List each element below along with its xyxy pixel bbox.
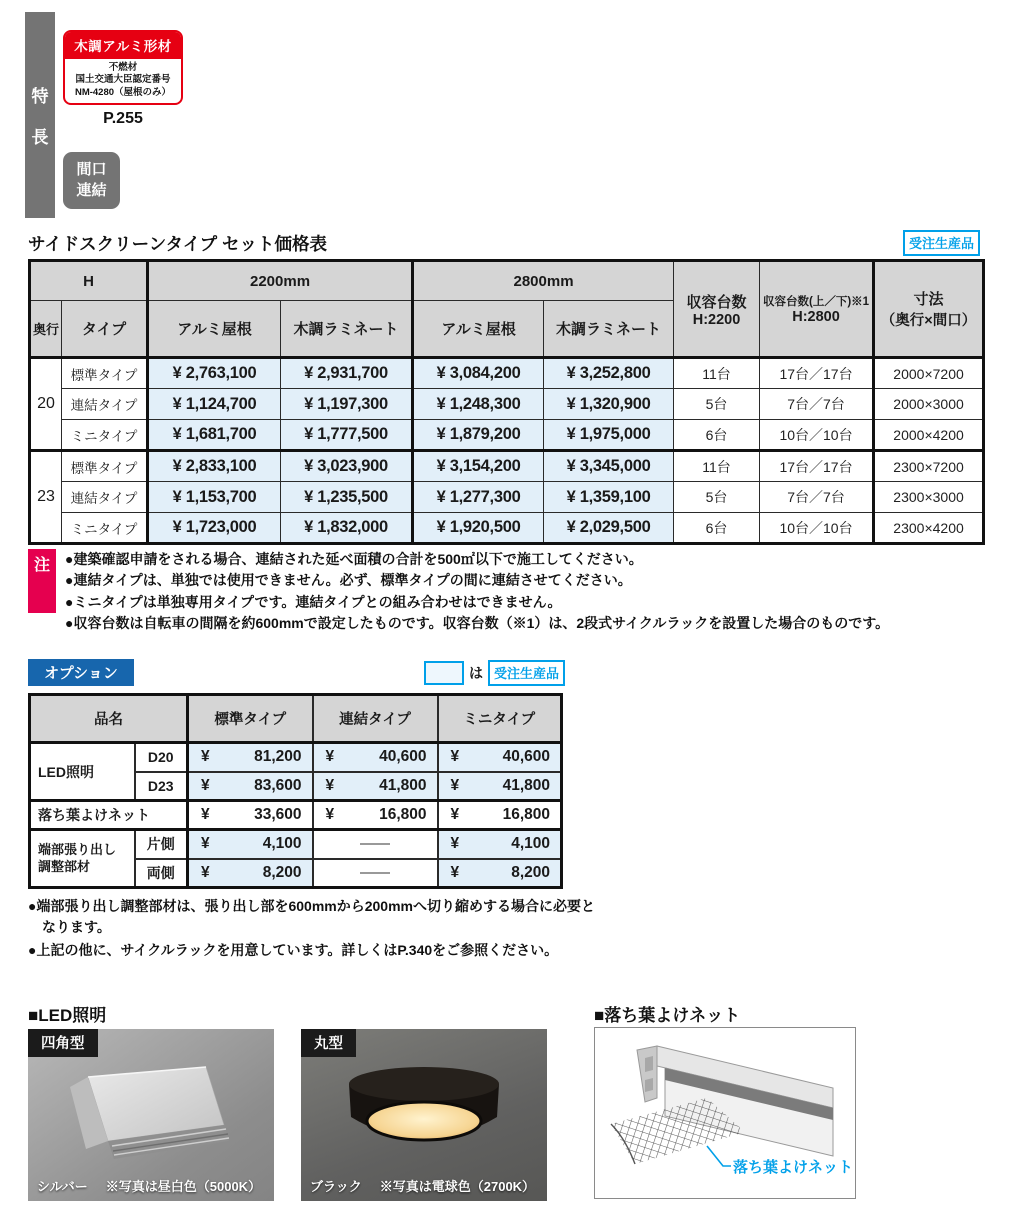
amount: 33,600 — [254, 806, 302, 823]
price-cell: ¥ 2,763,100 — [148, 358, 281, 389]
note-line: ●収容台数は自転車の間隔を約600mmで設定したものです。収容台数（※1）は、2段式サイクルラックを設置した場合のものです。 — [65, 614, 890, 631]
capacity-cell: 11台 — [674, 451, 760, 482]
header-depth: 奥行 — [30, 301, 62, 358]
capacity-cell: 17台／17台 — [760, 358, 874, 389]
capacity-cell: 10台／10台 — [760, 420, 874, 451]
note-line: ●端部張り出し調整部材は、張り出し部を600mmから200mmへ切り縮めする場合に必要となります。 — [28, 898, 595, 935]
price-cell: ¥ 1,723,000 — [148, 513, 281, 544]
led-photo-square — [28, 1029, 274, 1201]
price-cell: ¥ 3,023,900 — [281, 451, 413, 482]
capacity-cell: 5台 — [674, 482, 760, 513]
price-cell: ¥ 1,832,000 — [281, 513, 413, 544]
capacity-cell: 10台／10台 — [760, 513, 874, 544]
capacity-cell: 6台 — [674, 420, 760, 451]
options-price-table — [28, 693, 563, 889]
amount: 40,600 — [502, 748, 550, 766]
size-cell: 2000×7200 — [874, 358, 984, 389]
price-cell: ¥ 1,248,300 — [413, 389, 544, 420]
amount: 8,200 — [511, 863, 550, 881]
yen-sign: ¥ — [201, 776, 210, 794]
note-badge: 注 — [28, 549, 56, 613]
price-cell: ¥ 2,833,100 — [148, 451, 281, 482]
legend-order-badge: 受注生産品 — [488, 660, 565, 686]
option-price-cell — [438, 801, 562, 830]
net-svg — [595, 1028, 854, 1197]
yen-sign: ¥ — [201, 748, 210, 766]
dash: —— — [360, 835, 390, 853]
yen-sign: ¥ — [201, 806, 210, 823]
price-cell: ¥ 1,681,700 — [148, 420, 281, 451]
cap2200-line1: 収容台数 — [686, 293, 747, 311]
feature-char-1: 特 — [31, 87, 49, 106]
row-type: 標準タイプ — [62, 358, 148, 389]
option-price-cell — [188, 830, 313, 859]
capacity-cell: 11台 — [674, 358, 760, 389]
note-line: ●建築確認申請をされる場合、連結された延べ面積の合計を500㎡以下で施工してください。 — [65, 551, 643, 567]
yen-sign: ¥ — [450, 776, 460, 794]
depth-20: 20 — [30, 358, 62, 451]
feature-char-2: 長 — [31, 128, 49, 147]
price-table-title: サイドスクリーンタイプ セット価格表 — [28, 234, 328, 254]
price-cell: ¥ 1,879,200 — [413, 420, 544, 451]
row-type: ミニタイプ — [62, 513, 148, 544]
depth-23: 23 — [30, 451, 62, 544]
tanbu-line2: 調整部材 — [38, 858, 91, 874]
option-sub-d23: D23 — [135, 772, 188, 801]
option-price-cell — [438, 772, 562, 801]
option-price-cell — [188, 801, 313, 830]
badge-line-fireproof: 不燃材 — [108, 62, 138, 73]
row-type: 連結タイプ — [62, 482, 148, 513]
wood-alumi-badge — [63, 30, 183, 105]
price-cell: ¥ 1,124,700 — [148, 389, 281, 420]
yen-sign: ¥ — [450, 806, 460, 823]
net-label-text: 落ち葉よけネット — [733, 1159, 854, 1176]
feature-sidebar — [25, 12, 55, 218]
leaf-net-illustration — [594, 1027, 856, 1199]
yen-sign: ¥ — [325, 776, 335, 794]
badge-line-number: NM-4280（屋根のみ） — [74, 86, 172, 98]
amount: 16,800 — [502, 806, 550, 823]
capacity-cell: 6台 — [674, 513, 760, 544]
note-line: ●上記の他に、サイクルラックを用意しています。詳しくはP.340をご参照ください。 — [28, 942, 559, 958]
option-sub-d20: D20 — [135, 743, 188, 772]
maguchi-renketsu-badge — [63, 152, 120, 209]
option-price-cell — [438, 830, 562, 859]
price-cell: ¥ 3,154,200 — [413, 451, 544, 482]
price-cell: ¥ 3,252,800 — [544, 358, 674, 389]
option-led-group: LED照明 — [30, 743, 135, 801]
capacity-cell: 17台／17台 — [760, 451, 874, 482]
header-capacity-2200 — [674, 261, 760, 358]
price-cell: ¥ 3,345,000 — [544, 451, 674, 482]
net-section-heading: ■落ち葉よけネット — [594, 1006, 741, 1025]
header-wood-2200: 木調ラミネート — [281, 301, 413, 358]
header-wood-2800: 木調ラミネート — [544, 301, 674, 358]
price-cell: ¥ 3,084,200 — [413, 358, 544, 389]
option-sub-kataside: 片側 — [135, 830, 188, 859]
option-price-cell — [188, 772, 313, 801]
option-dash-cell — [313, 830, 438, 859]
header-2800: 2800mm — [413, 261, 674, 301]
set-price-table — [28, 259, 985, 545]
option-price-cell — [313, 801, 438, 830]
yen-sign: ¥ — [450, 748, 460, 766]
order-production-badge: 受注生産品 — [903, 230, 980, 256]
note-line: ●連結タイプは、単独では使用できません。必ず、標準タイプの間に連結させてください。 — [65, 572, 632, 589]
header-size — [874, 261, 984, 358]
size-cell: 2300×4200 — [874, 513, 984, 544]
option-net-row: 落ち葉よけネット — [30, 801, 188, 830]
yen-sign: ¥ — [325, 806, 335, 823]
price-cell: ¥ 1,975,000 — [544, 420, 674, 451]
page-reference: P.255 — [103, 110, 143, 127]
note-line: ●ミニタイプは単独専用タイプです。連結タイプとの組み合わせはできません。 — [65, 593, 562, 610]
capacity-cell: 7台／7台 — [760, 389, 874, 420]
amount: 83,600 — [254, 776, 302, 794]
wood-alumi-badge-body — [65, 59, 181, 103]
size-line2: （奥行×間口） — [880, 313, 977, 329]
cap2200-line2: H:2200 — [692, 311, 741, 328]
yen-sign: ¥ — [201, 863, 210, 881]
option-sub-ryoside: 両側 — [135, 859, 188, 888]
tanbu-line1: 端部張り出し — [38, 842, 117, 858]
maguchi-line2: 連結 — [76, 181, 107, 199]
option-tanbu-group — [30, 830, 135, 888]
cap2800-line2: H:2800 — [792, 309, 840, 325]
capacity-cell: 7台／7台 — [760, 482, 874, 513]
amount: 41,800 — [502, 776, 550, 794]
cap2800-line1: 収容台数(上／下)※1 — [763, 296, 870, 308]
size-cell: 2000×3000 — [874, 389, 984, 420]
caption-color: ブラック — [310, 1179, 362, 1194]
size-line1: 寸法 — [913, 291, 944, 308]
price-cell: ¥ 1,153,700 — [148, 482, 281, 513]
amount: 81,200 — [254, 748, 302, 766]
options-legend — [424, 660, 565, 686]
option-price-cell — [313, 743, 438, 772]
option-price-cell — [188, 743, 313, 772]
amount: 40,600 — [379, 748, 427, 766]
maguchi-line1: 間口 — [76, 161, 107, 179]
yen-sign: ¥ — [450, 863, 460, 881]
caption-color: シルバー — [37, 1179, 88, 1194]
price-cell: ¥ 2,931,700 — [281, 358, 413, 389]
size-cell: 2300×7200 — [874, 451, 984, 482]
notes-options — [28, 896, 606, 963]
size-cell: 2300×3000 — [874, 482, 984, 513]
legend-color-box — [424, 661, 464, 685]
note-lines — [65, 549, 889, 634]
photo-caption-round — [310, 1176, 541, 1195]
yen-sign: ¥ — [201, 835, 210, 853]
led-section-heading: ■LED照明 — [28, 1006, 107, 1025]
options-header-renketsu: 連結タイプ — [313, 695, 438, 743]
price-cell: ¥ 1,777,500 — [281, 420, 413, 451]
header-alumi-2200: アルミ屋根 — [148, 301, 281, 358]
led-photo-round — [301, 1029, 547, 1201]
row-type: 連結タイプ — [62, 389, 148, 420]
photo-label-round: 丸型 — [301, 1029, 356, 1057]
price-cell: ¥ 1,320,900 — [544, 389, 674, 420]
amount: 4,100 — [262, 835, 302, 853]
caption-note: ※写真は昼白色（5000K） — [105, 1179, 262, 1194]
options-header-standard: 標準タイプ — [188, 695, 313, 743]
option-price-cell — [188, 859, 313, 888]
amount: 4,100 — [511, 835, 550, 853]
options-header-mini: ミニタイプ — [438, 695, 562, 743]
price-cell: ¥ 1,920,500 — [413, 513, 544, 544]
legend-ha: は — [469, 665, 483, 681]
option-price-cell — [313, 772, 438, 801]
row-type: 標準タイプ — [62, 451, 148, 482]
yen-sign: ¥ — [325, 748, 335, 766]
badge-line-cert: 国土交通大臣認定番号 — [75, 74, 171, 86]
header-alumi-2800: アルミ屋根 — [413, 301, 544, 358]
option-price-cell — [438, 743, 562, 772]
price-cell: ¥ 1,197,300 — [281, 389, 413, 420]
price-cell: ¥ 2,029,500 — [544, 513, 674, 544]
price-cell: ¥ 1,235,500 — [281, 482, 413, 513]
amount: 8,200 — [262, 863, 302, 881]
header-h: H — [30, 261, 148, 301]
row-type: ミニタイプ — [62, 420, 148, 451]
photo-caption-square — [37, 1176, 268, 1195]
caption-note: ※写真は電球色（2700K） — [379, 1179, 536, 1194]
options-badge: オプション — [28, 659, 134, 686]
photo-label-square: 四角型 — [28, 1029, 98, 1057]
yen-sign: ¥ — [450, 835, 460, 853]
capacity-cell: 5台 — [674, 389, 760, 420]
header-2200: 2200mm — [148, 261, 413, 301]
amount: 41,800 — [379, 776, 427, 794]
header-type: タイプ — [62, 301, 148, 358]
dash: —— — [360, 863, 390, 881]
price-cell: ¥ 1,359,100 — [544, 482, 674, 513]
amount: 16,800 — [379, 806, 427, 823]
option-dash-cell — [313, 859, 438, 888]
notes-main — [28, 549, 889, 634]
price-cell: ¥ 1,277,300 — [413, 482, 544, 513]
size-cell: 2000×4200 — [874, 420, 984, 451]
options-header-name: 品名 — [30, 695, 188, 743]
wood-alumi-badge-title: 木調アルミ形材 — [65, 32, 181, 59]
option-price-cell — [438, 859, 562, 888]
header-capacity-2800 — [760, 261, 874, 358]
